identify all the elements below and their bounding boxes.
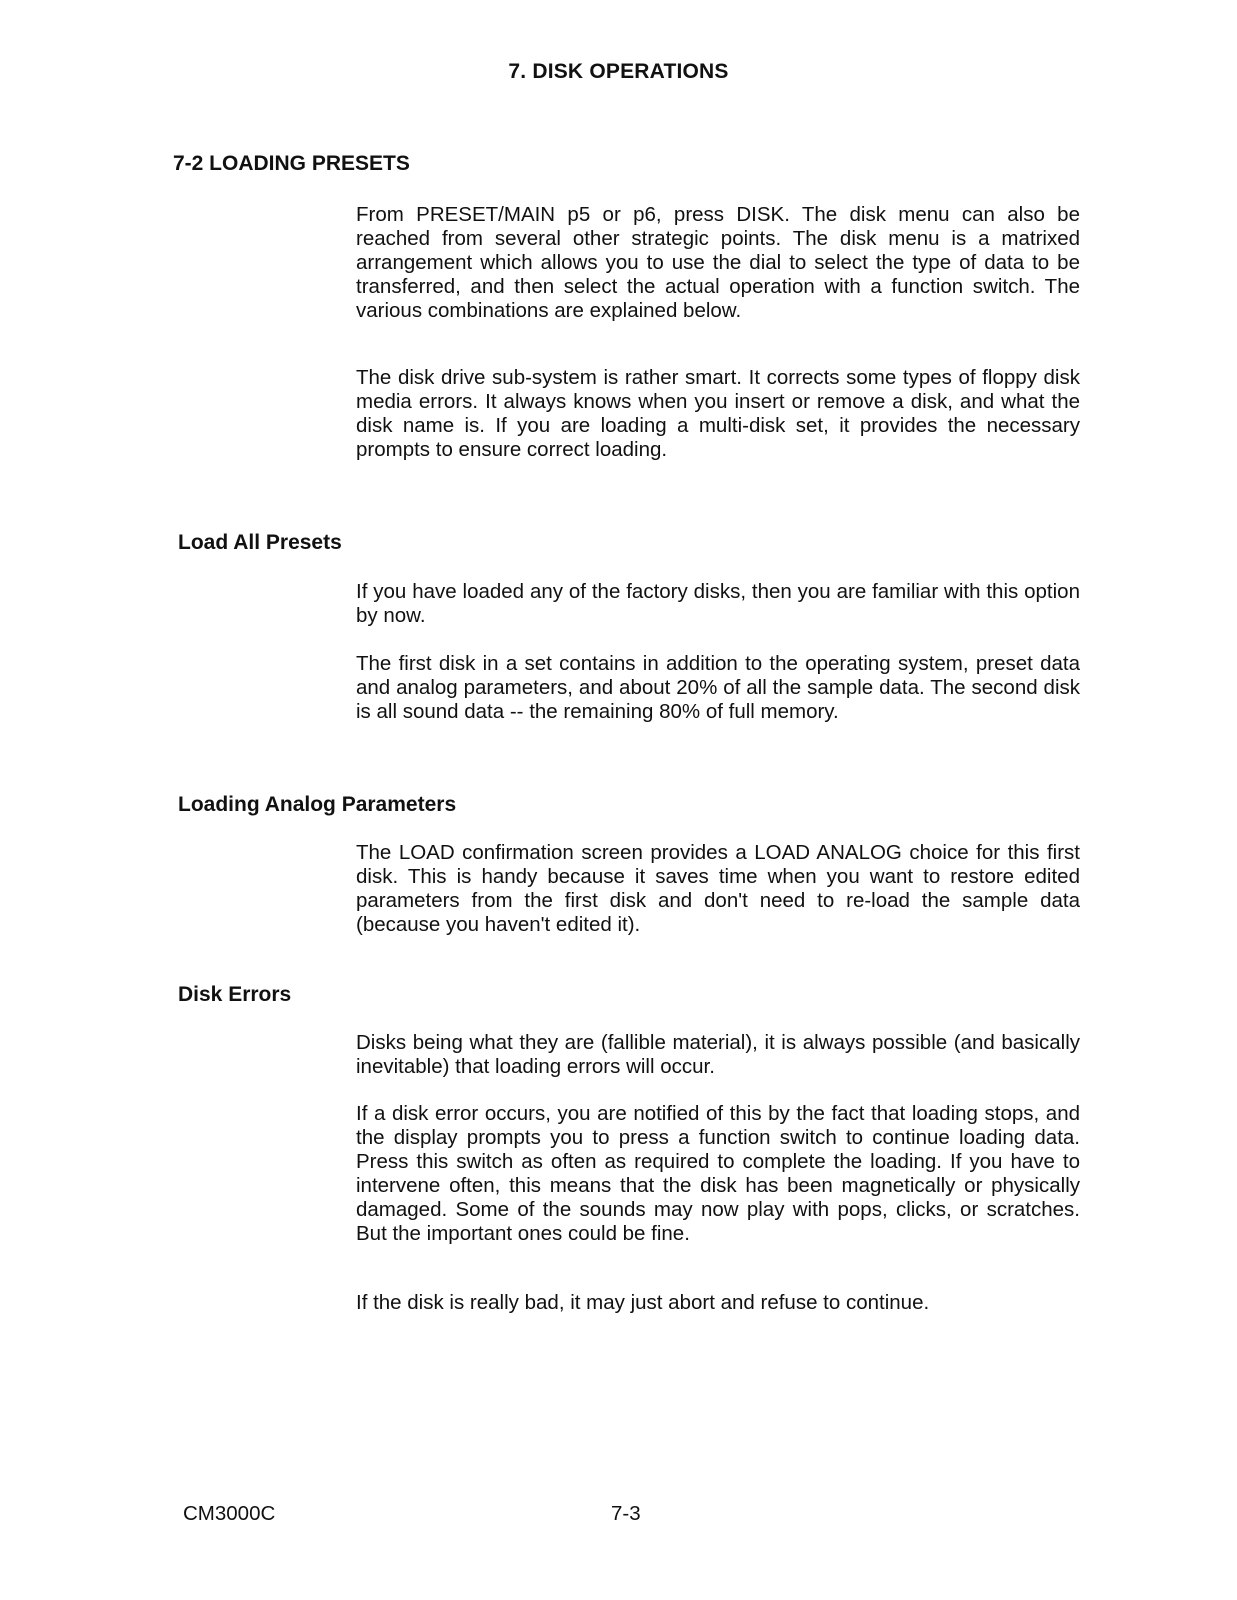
chapter-title: 7. DISK OPERATIONS xyxy=(508,60,729,83)
disk-errors-paragraph-2: If a disk error occurs, you are notified of this by the fact that loading stops, and the display prompts you to press a function switch to continue loading data. Press this switch as often as required to complete the loading. If you have to intervene often, this means that the disk has been magnetically or physically damaged. Some of the sounds may now play with pops, clicks, or scratches. But the important ones could be fine. xyxy=(356,1102,1080,1245)
section-title: 7-2 LOADING PRESETS xyxy=(173,152,410,175)
disk-errors-paragraph-1: Disks being what they are (fallible material), it is always possible (and basically inevitable) that loading errors will occur. xyxy=(356,1031,1080,1078)
footer-page-number: 7-3 xyxy=(611,1502,641,1525)
disk-errors-paragraph-3: If the disk is really bad, it may just abort and refuse to continue. xyxy=(356,1291,930,1314)
loading-analog-heading: Loading Analog Parameters xyxy=(178,793,457,816)
load-all-presets-heading: Load All Presets xyxy=(178,531,342,554)
load-all-presets-paragraph-2: The first disk in a set contains in addition to the operating system, preset data and analog parameters, and about 20% of all the sample data. The second disk is all sound data -- the remaining 80% of full memory. xyxy=(356,652,1080,723)
loading-analog-paragraph-1: The LOAD confirmation screen provides a LOAD ANALOG choice for this first disk. This is handy because it saves time when you want to restore edited parameters from the first disk and don't need to re-load the sample data (because you haven't edited it). xyxy=(356,841,1080,936)
intro-paragraph-2: The disk drive sub-system is rather smart. It corrects some types of floppy disk media errors. It always knows when you insert or remove a disk, and what the disk name is. If you are loading a multi-disk set, it provides the necessary prompts to ensure correct loading. xyxy=(356,366,1080,461)
footer-document-id: CM3000C xyxy=(183,1502,276,1525)
disk-errors-heading: Disk Errors xyxy=(178,983,292,1006)
intro-paragraph-1: From PRESET/MAIN p5 or p6, press DISK. The disk menu can also be reached from several other strategic points. The disk menu is a matrixed arrangement which allows you to use the dial to select the type of data to be transferred, and then select the actual operation with a function switch. The various combinations are explained below. xyxy=(356,203,1080,322)
load-all-presets-paragraph-1: If you have loaded any of the factory disks, then you are familiar with this option by now. xyxy=(356,580,1080,627)
